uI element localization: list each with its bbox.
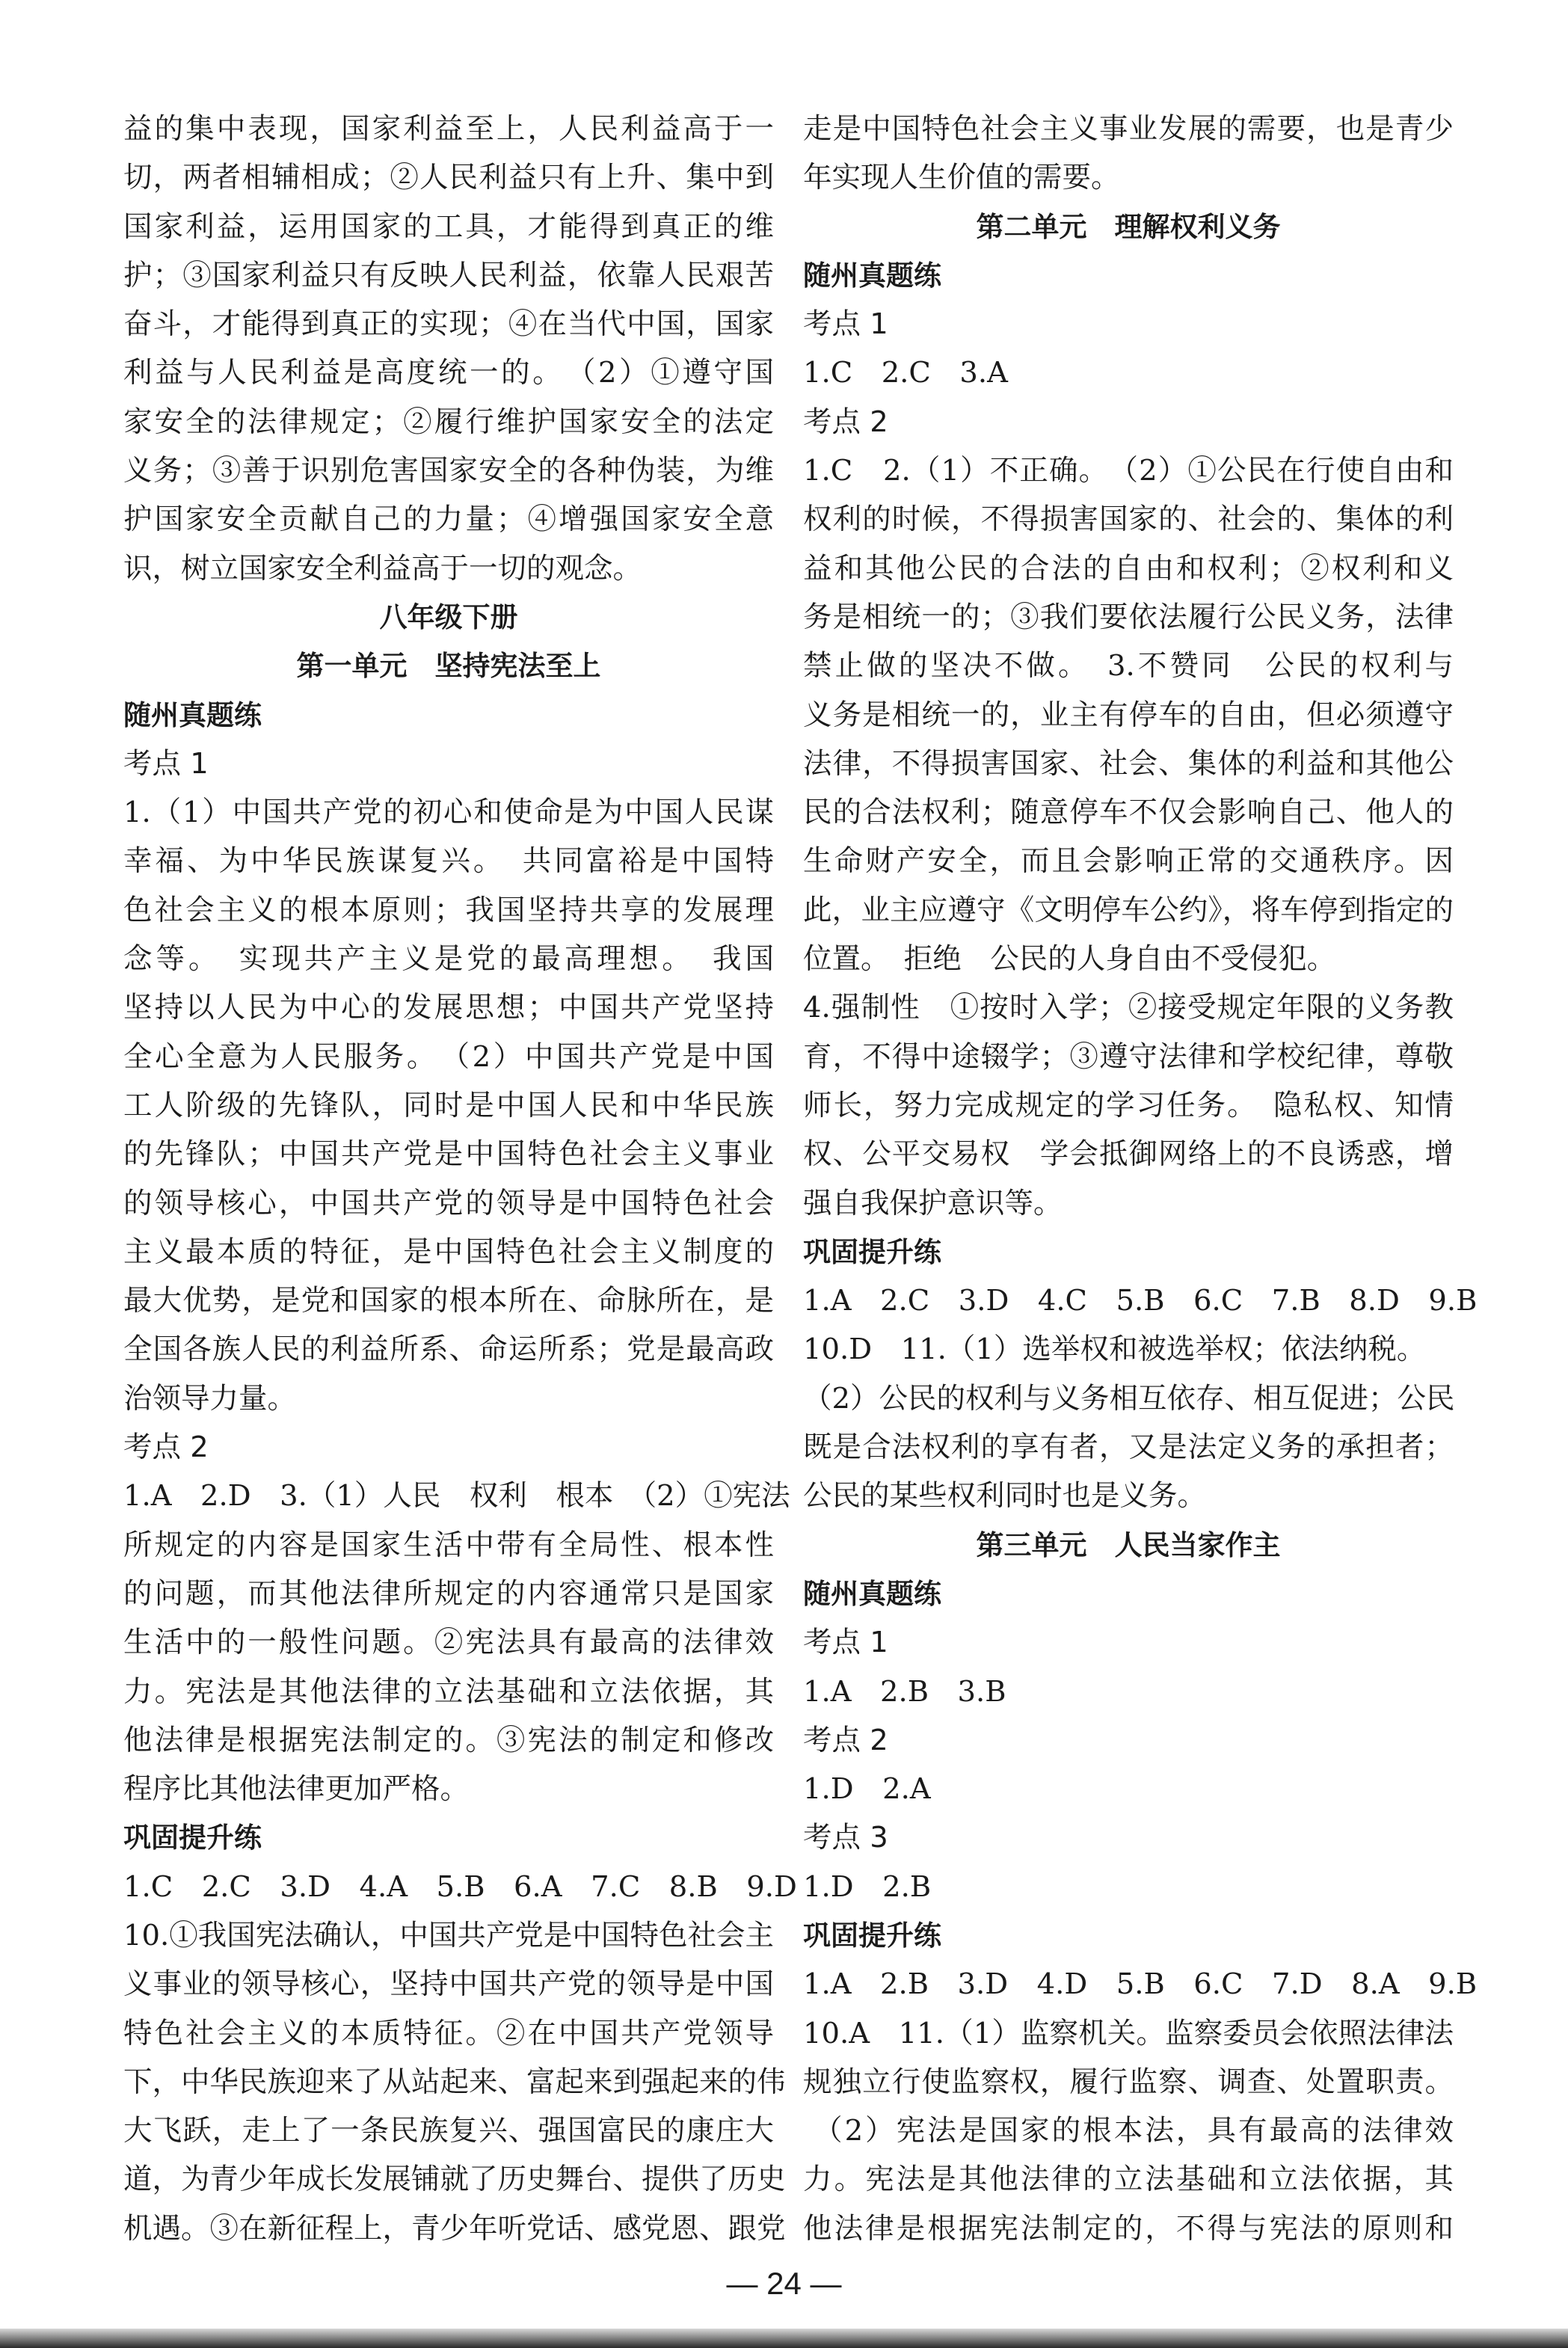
left-column-line: 国家利益，运用国家的工具，才能得到真正的维 [123, 209, 774, 244]
right-column-line: 10.A 11.（1）监察机关。监察委员会依照法律法 [803, 2016, 1454, 2050]
left-column-line: 的领导核心，中国共产党的领导是中国特色社会 [123, 1186, 774, 1220]
right-column-line: 年实现人生价值的需要。 [803, 161, 1120, 195]
left-column-line: 的先锋队；中国共产党是中国特色社会主义事业 [123, 1137, 774, 1172]
right-column-line: 既是合法权利的享有者，又是法定义务的承担者； [803, 1430, 1454, 1465]
right-column-line: 走是中国特色社会主义事业发展的需要，也是青少 [803, 112, 1454, 146]
right-column-line: 1.D 2.B [803, 1869, 932, 1904]
left-column-line: 力。宪法是其他法律的立法基础和立法依据，其 [123, 1674, 774, 1709]
right-column-line: 权利的时候，不得损害国家的、社会的、集体的利 [803, 503, 1454, 537]
left-column-line: 巩固提升练 [123, 1822, 262, 1854]
left-column-line: 生活中的一般性问题。②宪法具有最高的法律效 [123, 1626, 774, 1660]
right-column-line: 强自我保护意识等。 [803, 1186, 1063, 1220]
left-column-line: 1.C 2.C 3.D 4.A 5.B 6.A 7.C 8.B 9.D [123, 1869, 797, 1904]
right-column-line: 随州真题练 [803, 259, 941, 292]
left-column-line: 考点 2 [123, 1430, 209, 1465]
left-column-line: 切，两者相辅相成；②人民利益只有上升、集中到 [123, 161, 774, 195]
right-column-line: 力。宪法是其他法律的立法基础和立法依据，其 [803, 2163, 1454, 2197]
right-column-line: 义务是相统一的，业主有停车的自由，但必须遵守 [803, 698, 1454, 732]
right-column-line: 考点 2 [803, 1723, 888, 1757]
left-column-line: 利益与人民利益是高度统一的。 （2）①遵守国 [123, 356, 774, 390]
left-column-line: 随州真题练 [123, 698, 262, 731]
right-column-line: （2）公民的权利与义务相互依存、相互促进；公民 [803, 1381, 1455, 1416]
left-column-line: 奋斗，才能得到真正的实现；④在当代中国，国家 [123, 307, 774, 342]
page-number: — 24 — [726, 2266, 842, 2301]
right-column-line: 考点 3 [803, 1821, 888, 1855]
right-column-line: 法律，不得损害国家、社会、集体的利益和其他公 [803, 746, 1454, 781]
left-column-line: 特色社会主义的本质特征。②在中国共产党领导 [123, 2016, 774, 2050]
right-column-line: 1.C 2.C 3.A [803, 356, 1008, 390]
right-column-line: 第二单元 理解权利义务 [976, 210, 1281, 243]
left-column-line: 全国各族人民的利益所系、命运所系；党是最高政 [123, 1333, 774, 1367]
right-column-line: 1.A 2.C 3.D 4.C 5.B 6.C 7.B 8.D 9.B [803, 1284, 1478, 1318]
left-column-line: 的问题，而其他法律所规定的内容通常只是国家 [123, 1576, 774, 1611]
right-column-line: （2）宪法是国家的根本法，具有最高的法律效 [814, 2114, 1454, 2148]
right-column-line: 务是相统一的；③我们要依法履行公民义务，法律 [803, 600, 1454, 634]
right-column-line: 第三单元 人民当家作主 [976, 1528, 1281, 1561]
right-column-line: 民的合法权利；随意停车不仅会影响自己、他人的 [803, 796, 1454, 830]
right-column-line: 1.C 2.（1）不正确。 （2）①公民在行使自由和 [803, 454, 1454, 488]
right-column [803, 105, 1478, 2253]
left-column-line: 1.A 2.D 3.（1）人民 权利 根本 （2）①宪法 [123, 1479, 790, 1513]
left-column-line: 念等。 实现共产主义是党的最高理想。 我国 [123, 942, 774, 977]
right-column-line: 规独立行使监察权，履行监察、调查、处置职责。 [803, 2065, 1454, 2099]
left-column-line: 工人阶级的先锋队，同时是中国人民和中华民族 [123, 1088, 774, 1122]
left-column-line: 主义最本质的特征，是中国特色社会主义制度的 [123, 1235, 774, 1269]
left-column-line: 机遇。③在新征程上，青少年听党话、感党恩、跟党 [123, 2211, 786, 2246]
right-column-line: 育，不得中途辍学；③遵守法律和学校纪律，尊敬 [803, 1039, 1454, 1074]
scan-edge-bar [0, 2329, 1568, 2348]
left-column-line: 益的集中表现，国家利益至上，人民利益高于一 [123, 112, 774, 146]
right-column-line: 巩固提升练 [803, 1919, 941, 1952]
right-column-line: 随州真题练 [803, 1577, 941, 1610]
right-column-line: 考点 1 [803, 307, 888, 342]
right-column-line: 1.D 2.A [803, 1772, 931, 1807]
right-column-line: 生命财产安全，而且会影响正常的交通秩序。因 [803, 844, 1454, 879]
left-column-line: 义事业的领导核心，坚持中国共产党的领导是中国 [123, 1967, 774, 2002]
left-column [123, 105, 797, 2253]
right-column-line: 巩固提升练 [803, 1235, 941, 1268]
left-column-line: 护国家安全贡献自己的力量；④增强国家安全意 [123, 503, 774, 537]
right-column-line: 公民的某些权利同时也是义务。 [803, 1479, 1207, 1513]
left-column-line: 所规定的内容是国家生活中带有全局性、根本性 [123, 1528, 774, 1562]
right-column-line: 此，业主应遵守《文明停车公约》，将车停到指定的 [803, 893, 1454, 927]
right-column-line: 禁止做的坚决不做。 3.不赞同 公民的权利与 [803, 649, 1454, 683]
right-column-line: 益和其他公民的合法的自由和权利；②权利和义 [803, 551, 1454, 586]
right-column-line: 10.D 11.（1）选举权和被选举权；依法纳税。 [803, 1333, 1426, 1367]
left-column-line: 大飞跃，走上了一条民族复兴、强国富民的康庄大 [123, 2114, 774, 2148]
right-column-line: 他法律是根据宪法制定的，不得与宪法的原则和 [803, 2211, 1454, 2246]
left-column-line: 1.（1）中国共产党的初心和使命是为中国人民谋 [123, 796, 774, 830]
left-column-line: 考点 1 [123, 746, 209, 781]
left-column-line: 义务；③善于识别危害国家安全的各种伪装，为维 [123, 454, 774, 488]
left-column-line: 识，树立国家安全利益高于一切的观念。 [123, 551, 642, 586]
right-column-line: 4.强制性 ①按时入学；②接受规定年限的义务教 [803, 991, 1454, 1025]
left-column-line: 幸福、为中华民族谋复兴。 共同富裕是中国特 [123, 844, 774, 879]
left-column-line: 程序比其他法律更加严格。 [123, 1772, 470, 1807]
left-column-line: 家安全的法律规定；②履行维护国家安全的法定 [123, 405, 774, 439]
right-column-line: 权、公平交易权 学会抵御网络上的不良诱惑，增 [803, 1137, 1454, 1172]
right-column-line: 师长，努力完成规定的学习任务。 隐私权、知情 [803, 1088, 1454, 1122]
right-column-line: 1.A 2.B 3.D 4.D 5.B 6.C 7.D 8.A 9.B [803, 1967, 1478, 2002]
left-column-line: 最大优势，是党和国家的根本所在、命脉所在，是 [123, 1284, 774, 1318]
left-column-line: 他法律是根据宪法制定的。③宪法的制定和修改 [123, 1723, 774, 1757]
left-column-line: 10.①我国宪法确认，中国共产党是中国特色社会主 [123, 1918, 774, 1952]
left-column-line: 八年级下册 [379, 600, 518, 633]
right-column-line: 考点 1 [803, 1626, 888, 1660]
right-column-line: 位置。 拒绝 公民的人身自由不受侵犯。 [803, 942, 1336, 977]
left-column-line: 第一单元 坚持宪法至上 [296, 650, 601, 683]
left-column-line: 治领导力量。 [123, 1381, 297, 1416]
right-column-line: 1.A 2.B 3.B [803, 1674, 1006, 1709]
right-column-line: 考点 2 [803, 405, 888, 439]
left-column-line: 全心全意为人民服务。 （2）中国共产党是中国 [123, 1039, 774, 1074]
left-column-line: 坚持以人民为中心的发展思想；中国共产党坚持 [123, 991, 774, 1025]
left-column-line: 下，中华民族迎来了从站起来、富起来到强起来的伟 [123, 2065, 786, 2099]
left-column-line: 色社会主义的根本原则；我国坚持共享的发展理 [123, 893, 774, 927]
left-column-line: 护；③国家利益只有反映人民利益，依靠人民艰苦 [123, 258, 774, 292]
left-column-line: 道，为青少年成长发展铺就了历史舞台、提供了历史 [123, 2163, 786, 2197]
